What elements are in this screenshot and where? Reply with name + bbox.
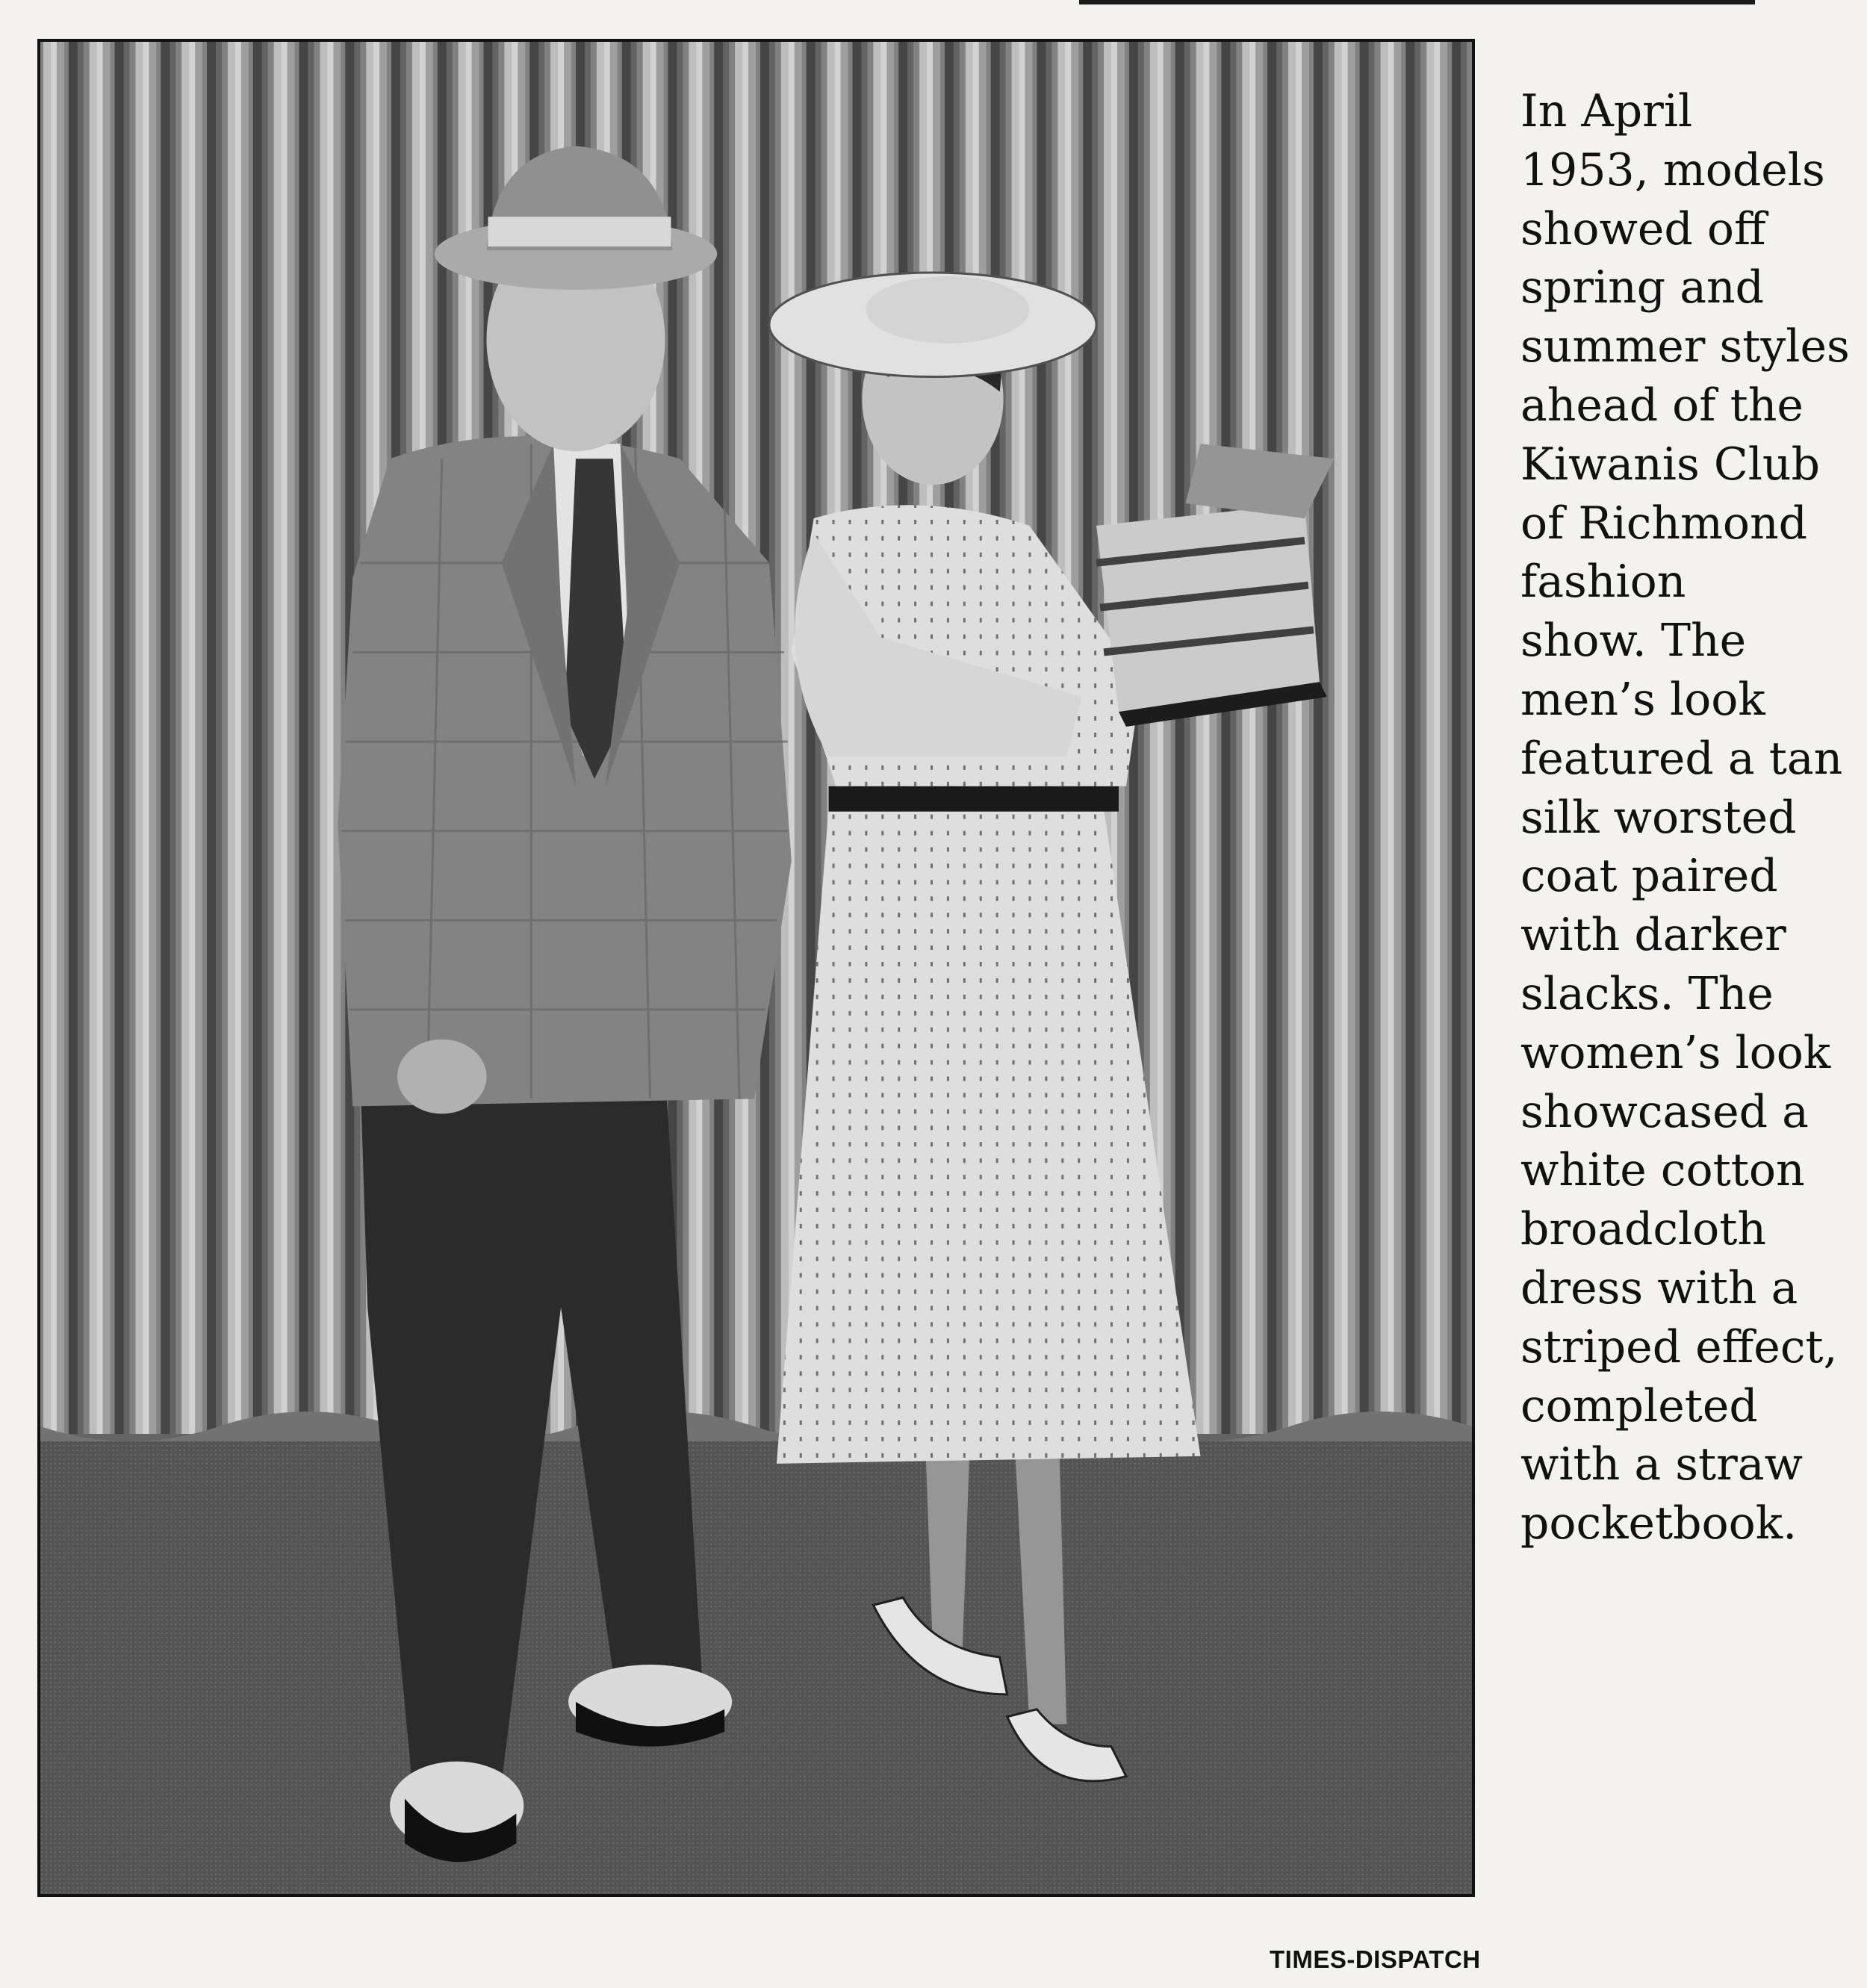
photo-credit: TIMES-DISPATCH bbox=[1270, 1945, 1481, 1973]
caption-line: of Richmond bbox=[1520, 497, 1808, 550]
caption-line: summer styles bbox=[1520, 320, 1850, 373]
caption-line: pocketbook. bbox=[1520, 1497, 1798, 1550]
caption-line: men’s look bbox=[1520, 673, 1765, 726]
top-rule bbox=[1079, 0, 1755, 4]
caption-line: slacks. The bbox=[1520, 967, 1774, 1020]
photo-illustration bbox=[40, 42, 1472, 1894]
caption-line: with darker bbox=[1520, 909, 1786, 962]
caption-line: dress with a bbox=[1520, 1261, 1798, 1314]
caption-line: show. The bbox=[1520, 615, 1747, 668]
caption-line: silk worsted bbox=[1520, 791, 1797, 844]
caption-line: with a straw bbox=[1520, 1438, 1803, 1491]
photo-caption bbox=[1520, 82, 1860, 1553]
caption-line: women’s look bbox=[1520, 1026, 1831, 1079]
caption-line: spring and bbox=[1520, 261, 1765, 314]
caption-line: showcased a bbox=[1520, 1085, 1809, 1138]
caption-line: 1953, models bbox=[1520, 143, 1825, 196]
caption-line: completed bbox=[1520, 1379, 1758, 1432]
caption-line: fashion bbox=[1520, 556, 1686, 609]
caption-line: white cotton bbox=[1520, 1144, 1805, 1197]
caption-line: Kiwanis Club bbox=[1520, 438, 1820, 491]
caption-line: coat paired bbox=[1520, 850, 1778, 903]
caption-line: ahead of the bbox=[1520, 379, 1804, 432]
caption-line: In April bbox=[1520, 85, 1693, 137]
caption-line: striped effect, bbox=[1520, 1320, 1838, 1373]
caption-line: showed off bbox=[1520, 202, 1766, 255]
caption-line: featured a tan bbox=[1520, 732, 1843, 785]
caption-line: broadcloth bbox=[1520, 1203, 1767, 1256]
archival-photo bbox=[37, 39, 1475, 1897]
